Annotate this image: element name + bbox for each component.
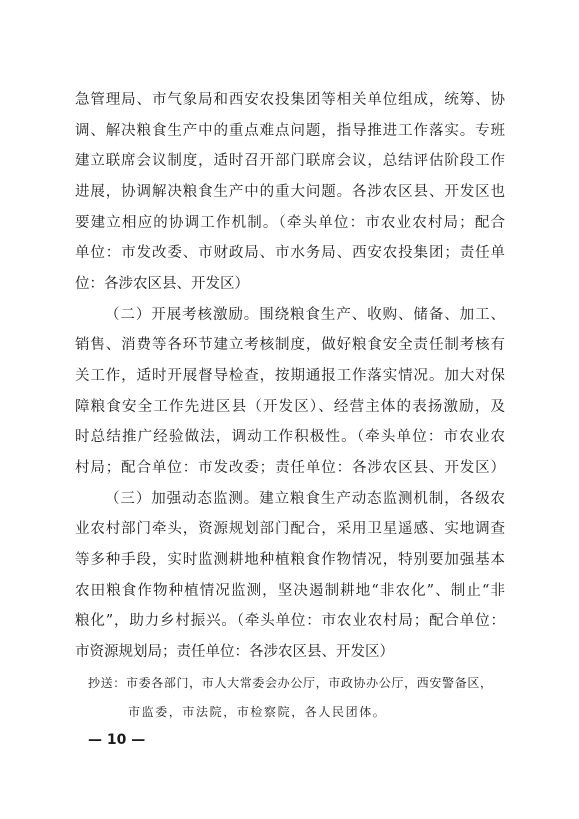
cc-line: 抄送：市委各部门，市人大常委会办公厅，市政协办公厅，西安警备区，: [88, 676, 492, 690]
section-heading: 加强动态监测。: [151, 490, 260, 507]
text-line: 等多种手段，实时监测耕地种植粮食作物情况，特别要加强基本: [75, 551, 505, 568]
cc-block: [88, 669, 492, 727]
text-line: 时总结推广经验做法，调动工作积极性。（牵头单位：市农业农: [75, 429, 505, 446]
page-number: — 10 —: [88, 732, 146, 748]
text-run: 围绕粮食生产、收购、储备、加工、: [259, 306, 505, 323]
text-line: 关工作，适时开展督导检查，按期通报工作落实情况。加大对保: [75, 367, 505, 384]
text-line: 销售、消费等各环节建立考核制度，做好粮食安全责任制考核有: [75, 337, 505, 354]
paragraph-1: [75, 85, 505, 300]
section-number: （三）: [105, 490, 152, 507]
text-line: 单位：市发改委、市财政局、市水务局、西安农投集团；责任单: [75, 245, 505, 262]
text-line: 市资源规划局；责任单位：各涉农区县、开发区）: [75, 643, 394, 660]
text-line: 急管理局、市气象局和西安农投集团等相关单位组成，统筹、协: [75, 92, 505, 108]
text-line: 村局；配合单位：市发改委；责任单位：各涉农区县、开发区）: [75, 459, 505, 476]
text-line: 调、解决粮食生产中的重点难点问题，指导推进工作落实。专班: [75, 122, 505, 139]
section-heading: 开展考核激励。: [151, 306, 260, 323]
text-line: 位：各涉农区县、开发区）: [75, 275, 249, 292]
text-line: 业农村部门牵头，资源规划部门配合，采用卫星遥感、实地调查: [75, 521, 505, 538]
text-line: 粮化”，助力乡村振兴。（牵头单位：市农业农村局；配合单位：: [75, 613, 505, 630]
paragraph-3: [75, 484, 505, 668]
text-line: [75, 484, 505, 515]
body-text: [75, 85, 505, 667]
paragraph-2: [75, 300, 505, 484]
section-number: （二）: [105, 306, 152, 323]
text-line: 建立联席会议制度，适时召开部门联席会议，总结评估阶段工作: [75, 153, 505, 170]
text-line: [75, 300, 505, 331]
text-run: 建立粮食生产动态监测机制，各级农: [259, 490, 505, 507]
cc-line: 市监委，市法院，市检察院，各人民团体。: [128, 705, 387, 719]
text-line: 农田粮食作物种植情况监测，坚决遏制耕地“非农化”、制止“非: [75, 582, 505, 599]
text-line: 要建立相应的协调工作机制。（牵头单位：市农业农村局；配合: [75, 214, 505, 231]
text-line: 进展，协调解决粮食生产中的重大问题。各涉农区县、开发区也: [75, 183, 505, 200]
text-line: 障粮食安全工作先进区县（开发区）、经营主体的表扬激励，及: [75, 398, 505, 415]
